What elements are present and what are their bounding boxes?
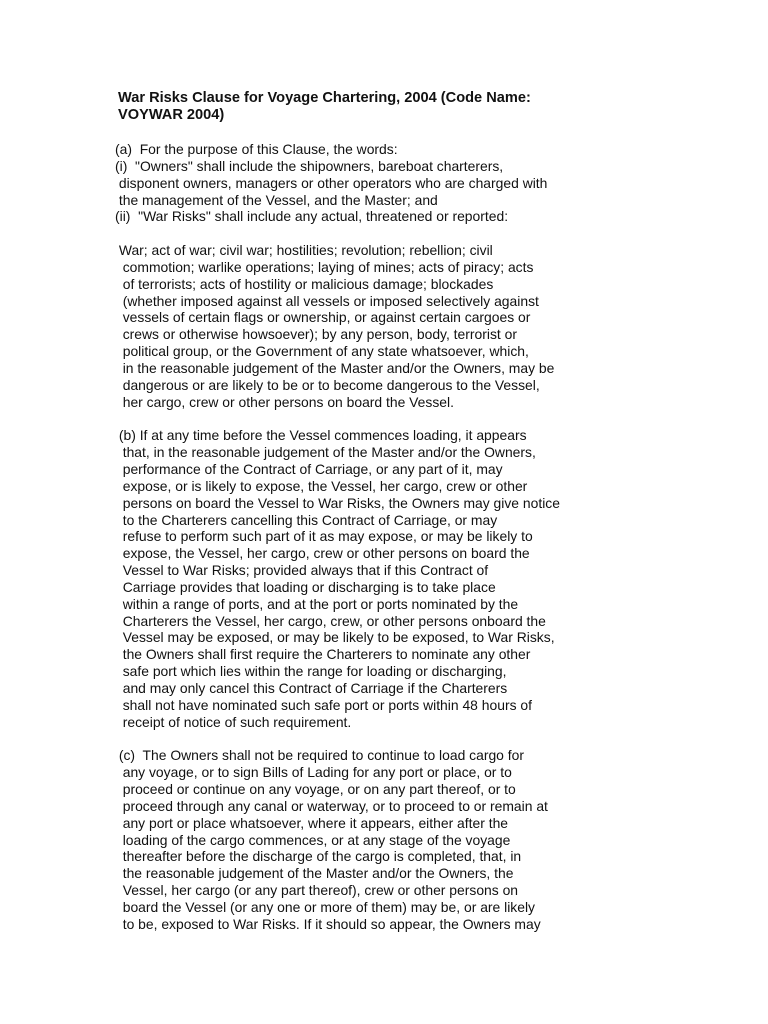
text-line: Charterers the Vessel, her cargo, crew, or other persons onboard the	[115, 612, 546, 629]
text-line: to be, exposed to War Risks. If it should so appear, the Owners may	[115, 915, 541, 932]
text-line: (i) "Owners" shall include the shipowners, bareboat charterers,	[115, 157, 504, 174]
paragraph-a	[115, 141, 755, 225]
text-line: proceed or continue on any voyage, or on any part thereof, or to	[115, 781, 516, 798]
text-line: Carriage provides that loading or discharging is to take place	[115, 578, 496, 595]
document-title	[118, 90, 718, 124]
text-line: the management of the Vessel, and the Master; and	[115, 191, 438, 208]
text-line: Vessel to War Risks; provided always that if this Contract of	[115, 562, 489, 579]
title-line: War Risks Clause for Voyage Chartering, 2004 (Code Name:	[118, 90, 531, 106]
text-line: receipt of notice of such requirement.	[115, 713, 352, 730]
text-line: any voyage, or to sign Bills of Lading for any port or place, or to	[115, 764, 512, 781]
text-line: within a range of ports, and at the port or ports nominated by the	[115, 595, 519, 612]
paragraph-c	[115, 747, 755, 932]
text-line: board the Vessel (or any one or more of them) may be, or are likely	[115, 898, 536, 915]
document-body	[115, 141, 755, 933]
text-line: to the Charterers cancelling this Contract of Carriage, or may	[115, 511, 498, 528]
text-line: thereafter before the discharge of the cargo is completed, that, in	[115, 848, 522, 865]
text-line: dangerous or are likely to be or to become dangerous to the Vessel,	[115, 376, 540, 393]
text-line: performance of the Contract of Carriage, or any part of it, may	[115, 461, 503, 478]
text-line: (c) The Owners shall not be required to continue to load cargo for	[115, 747, 524, 764]
text-line: War; act of war; civil war; hostilities; revolution; rebellion; civil	[115, 242, 493, 259]
text-line: of terrorists; acts of hostility or malicious damage; blockades	[115, 275, 494, 292]
text-line: disponent owners, managers or other operators who are charged with	[115, 174, 548, 191]
title-line: VOYWAR 2004)	[118, 106, 225, 123]
text-line: (a) For the purpose of this Clause, the words:	[115, 141, 398, 157]
text-line: (b) If at any time before the Vessel commences loading, it appears	[115, 427, 527, 444]
paragraph-b	[115, 427, 755, 730]
text-line: in the reasonable judgement of the Master and/or the Owners, may be	[115, 359, 555, 376]
text-line: expose, the Vessel, her cargo, crew or other persons on board the	[115, 545, 530, 562]
text-line: (ii) "War Risks" shall include any actual, threatened or reported:	[115, 208, 509, 225]
paragraph-gap	[115, 731, 755, 748]
text-line: Vessel may be exposed, or may be likely to be exposed, to War Risks,	[115, 629, 555, 646]
text-line: safe port which lies within the range for loading or discharging,	[115, 663, 507, 680]
text-line: her cargo, crew or other persons on board the Vessel.	[115, 393, 454, 410]
text-line: (whether imposed against all vessels or imposed selectively against	[115, 292, 539, 309]
paragraph-gap	[115, 411, 755, 428]
paragraph-war-risks	[115, 242, 755, 410]
text-line: the Owners shall first require the Charterers to nominate any other	[115, 646, 531, 663]
text-line: that, in the reasonable judgement of the Master and/or the Owners,	[115, 444, 536, 461]
text-line: refuse to perform such part of it as may expose, or may be likely to	[115, 528, 533, 545]
text-line: crews or otherwise howsoever); by any person, body, terrorist or	[115, 326, 517, 343]
text-line: and may only cancel this Contract of Carriage if the Charterers	[115, 680, 508, 696]
text-line: political group, or the Government of any state whatsoever, which,	[115, 343, 529, 360]
paragraph-gap	[115, 225, 755, 242]
text-line: loading of the cargo commences, or at any stage of the voyage	[115, 831, 511, 848]
text-line: commotion; warlike operations; laying of mines; acts of piracy; acts	[115, 258, 534, 275]
text-line: Vessel, her cargo (or any part thereof), crew or other persons on	[115, 882, 519, 899]
text-line: proceed through any canal or waterway, or to proceed to or remain at	[115, 797, 548, 814]
text-line: any port or place whatsoever, where it appears, either after the	[115, 814, 509, 831]
text-line: expose, or is likely to expose, the Vessel, her cargo, crew or other	[115, 477, 528, 494]
text-line: shall not have nominated such safe port or ports within 48 hours of	[115, 696, 532, 713]
text-line: persons on board the Vessel to War Risks, the Owners may give notice	[115, 494, 560, 511]
text-line: vessels of certain flags or ownership, or against certain cargoes or	[115, 309, 531, 326]
text-line: the reasonable judgement of the Master and/or the Owners, the	[115, 865, 514, 882]
